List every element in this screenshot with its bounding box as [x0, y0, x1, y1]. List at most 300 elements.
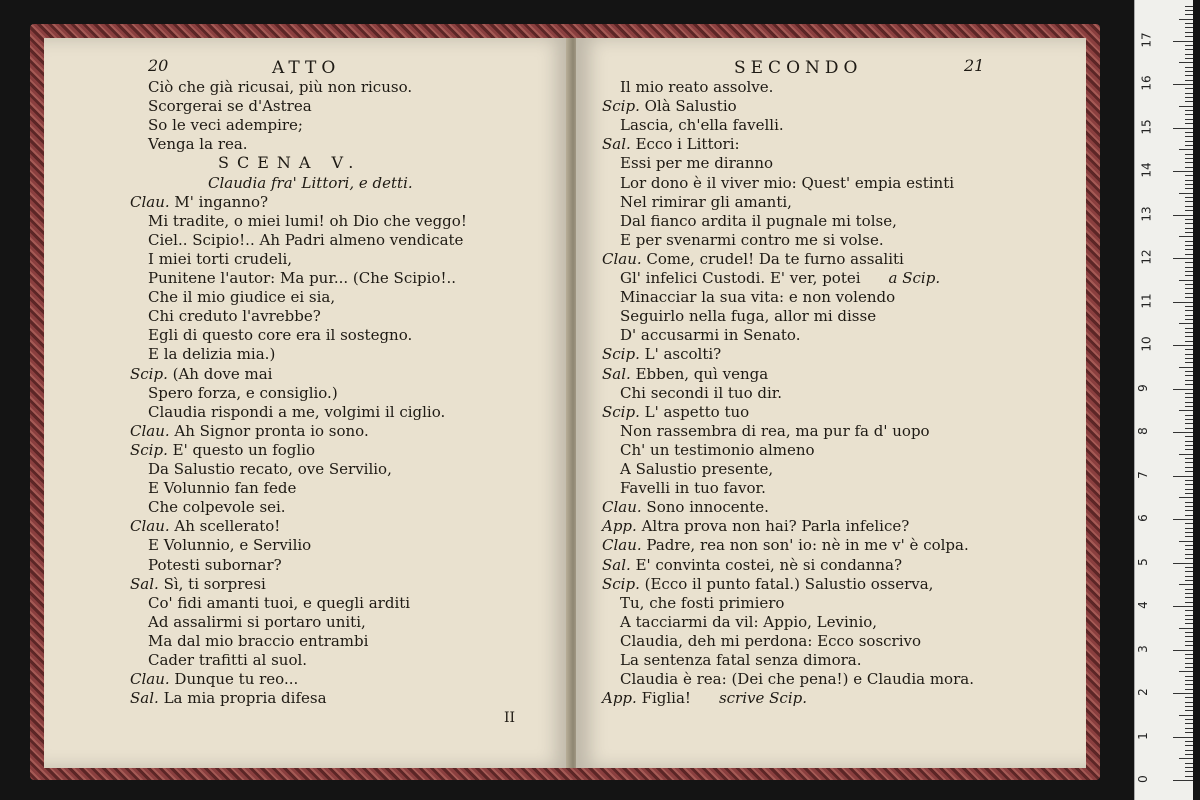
ruler-label: 5 [1135, 557, 1150, 566]
line-text: A tacciarmi da vil: Appio, Levinio, [620, 612, 878, 631]
speaker-name: Clau. [130, 670, 175, 689]
speaker-name: Scip. [130, 364, 173, 383]
text-line [148, 460, 392, 478]
line-text: Altra prova non hai? Parla infelice? [641, 517, 910, 536]
ruler-tick [1185, 332, 1193, 333]
ruler-tick [1185, 167, 1193, 168]
speaker-name: App. [602, 517, 642, 536]
ruler-tick [1185, 554, 1193, 555]
ruler-tick [1185, 406, 1193, 407]
ruler-label: 4 [1135, 601, 1150, 609]
ruler-tick [1185, 571, 1193, 572]
ruler-tick [1185, 558, 1193, 559]
ruler-tick [1185, 567, 1193, 568]
ruler-tick [1173, 215, 1193, 216]
line-text: Sono innocente. [646, 498, 769, 517]
ruler-tick [1185, 545, 1193, 546]
ruler-tick [1185, 228, 1193, 229]
ruler-tick [1185, 210, 1193, 211]
line-text: Dal fianco ardita il pugnale mi tolse, [620, 211, 897, 230]
ruler-tick [1185, 241, 1193, 242]
speaker-name: Sal. [602, 135, 636, 154]
ruler-tick [1173, 389, 1193, 390]
ruler-tick [1185, 101, 1193, 102]
ruler-tick [1185, 6, 1193, 7]
line-text: Mi tradite, o miei lumi! oh Dio che veggo! [148, 211, 467, 230]
ruler-tick [1185, 384, 1193, 385]
line-text: Chi secondi il tuo dir. [620, 383, 783, 402]
ruler-tick [1185, 58, 1193, 59]
ruler-tick [1185, 506, 1193, 507]
ruler-tick [1173, 302, 1193, 303]
ruler-tick [1185, 10, 1193, 11]
line-text: Ma dal mio braccio entrambi [148, 631, 369, 650]
ruler-tick [1185, 132, 1193, 133]
ruler-tick [1173, 606, 1193, 607]
line-text: E Volunnio, e Servilio [148, 536, 312, 555]
ruler-tick [1185, 67, 1193, 68]
ruler-tick [1179, 106, 1193, 107]
ruler-tick [1185, 71, 1193, 72]
text-line [130, 517, 280, 535]
text-line [148, 594, 410, 612]
text-line [148, 632, 368, 650]
ruler-tick [1185, 254, 1193, 255]
page-number-left: 20 [148, 56, 169, 75]
ruler-tick [1179, 367, 1193, 368]
speaker-name: Clau. [130, 192, 175, 211]
ruler-tick [1185, 458, 1193, 459]
ruler-tick [1185, 723, 1193, 724]
ruler-tick [1185, 188, 1193, 189]
line-text: Minacciar la sua vita: e non volendo [620, 288, 896, 307]
ruler-tick [1185, 645, 1193, 646]
line-text: Ah Signor pronta io sono. [174, 421, 369, 440]
ruler-tick [1185, 532, 1193, 533]
line-text: (Ecco il punto fatal.) Salustio osserva, [644, 574, 934, 593]
ruler-tick [1185, 14, 1193, 15]
ruler-tick [1185, 632, 1193, 633]
line-text: La sentenza fatal senza dimora. [620, 651, 862, 669]
right-page [576, 38, 1086, 768]
ruler-tick [1185, 515, 1193, 516]
text-line [620, 632, 921, 650]
ruler-tick [1173, 737, 1193, 738]
line-text: Che il mio giudice ei sia, [148, 288, 336, 307]
line-text: Claudia fra' Littori, e detti. [208, 173, 413, 192]
line-text: Chi creduto l'avrebbe? [148, 307, 321, 326]
ruler-label: 9 [1135, 383, 1150, 392]
text-line [208, 174, 413, 192]
ruler-tick [1185, 776, 1193, 777]
ruler-tick [1185, 145, 1193, 146]
ruler-tick [1185, 484, 1193, 485]
ruler-tick [1185, 728, 1193, 729]
speaker-name: Scip. [602, 345, 645, 364]
line-text: Sì, ti sorpresi [163, 574, 266, 593]
line-text: Ciel.. Scipio!.. Ah Padri almeno vendicate [148, 230, 464, 249]
line-text: Figlia! [641, 689, 691, 708]
ruler-tick [1185, 232, 1193, 233]
ruler-tick [1185, 245, 1193, 246]
text-line [620, 116, 784, 134]
text-line [620, 670, 974, 688]
text-line [130, 670, 298, 688]
ruler-tick [1173, 128, 1193, 129]
ruler-tick [1185, 119, 1193, 120]
ruler-tick [1173, 650, 1193, 651]
ruler-tick [1185, 110, 1193, 111]
line-text: Ah scellerato! [174, 517, 281, 536]
ruler-tick [1185, 597, 1193, 598]
line-text: I miei torti crudeli, [148, 249, 293, 268]
ruler-tick [1185, 306, 1193, 307]
line-text: E per svenarmi contro me si volse. [620, 230, 884, 249]
line-text: Dunque tu reo... [174, 670, 299, 689]
speaker-name: Scip. [602, 574, 645, 593]
ruler-tick [1185, 293, 1193, 294]
ruler-tick [1185, 393, 1193, 394]
ruler-tick [1185, 284, 1193, 285]
ruler-tick [1185, 223, 1193, 224]
ruler-tick [1185, 358, 1193, 359]
line-text: Ciò che già ricusai, più non ricuso. [148, 78, 413, 96]
line-text: E la delizia mia.) [148, 345, 276, 364]
ruler-tick [1185, 536, 1193, 537]
line-text: Seguirlo nella fuga, allor mi disse [620, 307, 877, 326]
speaker-name: Scip. [602, 97, 645, 116]
text-line [620, 441, 815, 459]
ruler-tick [1185, 201, 1193, 202]
ruler-tick [1185, 310, 1193, 311]
ruler-tick [1185, 593, 1193, 594]
line-text: Gl' infelici Custodi. E' ver, potei [620, 269, 861, 287]
text-line [148, 498, 286, 516]
ruler-tick [1185, 615, 1193, 616]
ruler-tick [1179, 584, 1193, 585]
ruler-tick [1185, 706, 1193, 707]
ruler-tick [1185, 623, 1193, 624]
ruler-tick [1185, 636, 1193, 637]
ruler-tick [1185, 45, 1193, 46]
ruler-label: 8 [1135, 427, 1150, 435]
ruler-tick [1185, 315, 1193, 316]
ruler-tick [1185, 602, 1193, 603]
ruler-tick [1179, 628, 1193, 629]
text-line [148, 556, 282, 574]
line-text: Spero forza, e consiglio.) [148, 383, 338, 402]
text-line [148, 613, 366, 631]
line-text: Il mio reato assolve. [620, 78, 774, 96]
ruler-tick [1185, 719, 1193, 720]
ruler-tick [1185, 610, 1193, 611]
ruler-tick [1185, 354, 1193, 355]
ruler-tick [1185, 197, 1193, 198]
line-text: Claudia, deh mi perdona: Ecco soscrivo [620, 631, 922, 650]
ruler-tick [1185, 689, 1193, 690]
line-text: Cader trafitti al suol. [148, 651, 308, 669]
ruler-tick [1185, 267, 1193, 268]
ruler-tick [1185, 489, 1193, 490]
ruler-tick [1185, 288, 1193, 289]
ruler-tick [1185, 528, 1193, 529]
text-line [130, 575, 266, 593]
line-text: M' inganno? [174, 192, 269, 211]
ruler-tick [1185, 663, 1193, 664]
ruler-tick [1185, 741, 1193, 742]
line-text: Punitene l'autor: Ma pur... (Che Scipio!.. [148, 269, 457, 287]
line-text: Padre, rea non son' io: nè in me v' è colpa. [646, 536, 969, 555]
ruler-tick [1185, 467, 1193, 468]
line-text: E Volunnio fan fede [148, 479, 297, 498]
line-text: Essi per me diranno [620, 154, 774, 173]
text-line [130, 422, 369, 440]
line-text: L' ascolti? [644, 345, 722, 364]
ruler-tick [1185, 123, 1193, 124]
ruler-tick [1185, 54, 1193, 55]
ruler-tick [1185, 654, 1193, 655]
ruler-tick [1185, 732, 1193, 733]
text-line [620, 174, 954, 192]
ruler-tick [1185, 158, 1193, 159]
speaker-name: Sal. [602, 364, 636, 383]
line-text: Co' fidi amanti tuoi, e quegli arditi [148, 593, 411, 612]
text-line [148, 135, 248, 153]
text-line [148, 212, 467, 230]
text-line [620, 613, 877, 631]
ruler-label: 0 [1135, 775, 1150, 783]
text-line [218, 154, 361, 172]
ruler-tick [1173, 84, 1193, 85]
line-text: Come, crudel! Da te furno assaliti [646, 249, 904, 268]
ruler-tick [1185, 93, 1193, 94]
ruler-tick [1185, 371, 1193, 372]
text-line [148, 116, 303, 134]
text-line [148, 231, 463, 249]
text-line [602, 556, 902, 574]
ruler-label: 14 [1139, 162, 1154, 178]
text-line [620, 460, 773, 478]
ruler-tick [1185, 589, 1193, 590]
speaker-name: App. [602, 689, 642, 708]
line-text: La mia propria difesa [163, 689, 327, 708]
line-text: Potesti subornar? [148, 555, 282, 574]
ruler-tick [1185, 375, 1193, 376]
ruler-tick [1185, 206, 1193, 207]
page-number-right: 21 [964, 56, 985, 75]
speaker-name: Scip. [130, 440, 173, 459]
text-line [148, 97, 312, 115]
line-text: Da Salustio recato, ove Servilio, [148, 460, 392, 478]
text-line [148, 403, 445, 421]
ruler-tick [1185, 402, 1193, 403]
ruler-tick [1173, 519, 1193, 520]
stage-aside: scrive Scip. [718, 689, 807, 708]
ruler-label: 17 [1139, 31, 1154, 48]
ruler-tick [1173, 432, 1193, 433]
left-page [44, 38, 570, 768]
ruler-tick [1173, 780, 1193, 781]
text-line [620, 154, 773, 172]
ruler-tick [1185, 763, 1193, 764]
ruler-label: 12 [1139, 249, 1154, 265]
speaker-name: Clau. [602, 249, 647, 268]
ruler-tick [1185, 80, 1193, 81]
ruler-tick [1173, 476, 1193, 477]
ruler-tick [1185, 767, 1193, 768]
ruler-tick [1185, 697, 1193, 698]
line-text: Lor dono è il viver mio: Quest' empia estinti [620, 173, 955, 192]
line-text: E' convinta costei, nè si condanna? [635, 555, 903, 574]
text-line [602, 498, 769, 516]
ruler-tick [1185, 219, 1193, 220]
line-text: Che colpevole sei. [148, 498, 286, 517]
text-line [148, 384, 338, 402]
line-text: SCENA V. [218, 153, 362, 173]
ruler-tick [1185, 49, 1193, 50]
ruler-tick [1185, 175, 1193, 176]
ruler-tick [1185, 32, 1193, 33]
text-line [620, 231, 884, 249]
speaker-name: Clau. [130, 517, 175, 536]
text-line [620, 193, 792, 211]
line-text: Favelli in tuo favor. [620, 479, 766, 498]
ruler-tick [1185, 702, 1193, 703]
ruler-tick [1185, 549, 1193, 550]
running-head-right: SECONDO [734, 58, 863, 78]
line-text: A Salustio presente, [620, 460, 774, 478]
ruler-tick [1185, 275, 1193, 276]
speaker-name: Clau. [130, 421, 175, 440]
ruler-label: 11 [1139, 292, 1154, 309]
text-line [148, 651, 307, 669]
line-text: Nel rimirar gli amanti, [620, 192, 792, 211]
line-text: D' accusarmi in Senato. [620, 326, 801, 345]
ruler-tick [1185, 419, 1193, 420]
text-line [148, 326, 412, 344]
ruler-tick [1185, 423, 1193, 424]
ruler-label: 2 [1135, 688, 1150, 696]
ruler-tick [1173, 563, 1193, 564]
ruler-tick [1179, 236, 1193, 237]
ruler-tick [1185, 297, 1193, 298]
ruler-label: 15 [1139, 118, 1154, 135]
line-text: (Ah dove mai [172, 364, 273, 383]
ruler-tick [1185, 684, 1193, 685]
ruler-tick [1185, 249, 1193, 250]
text-line [602, 575, 933, 593]
line-text: So le veci adempire; [148, 116, 303, 135]
line-text: Non rassembra di rea, ma pur fa d' uopo [620, 421, 930, 440]
ruler-tick [1185, 328, 1193, 329]
ruler-tick [1185, 471, 1193, 472]
line-text: L' aspetto tuo [644, 402, 750, 421]
text-line [148, 345, 275, 363]
ruler-tick [1179, 410, 1193, 411]
ruler-tick [1185, 114, 1193, 115]
ruler-tick [1185, 428, 1193, 429]
text-line [602, 250, 904, 268]
ruler-label: 13 [1139, 205, 1154, 222]
ruler-tick [1185, 445, 1193, 446]
ruler-tick [1185, 362, 1193, 363]
ruler-tick [1185, 619, 1193, 620]
ruler-tick [1185, 436, 1193, 437]
text-line [620, 78, 773, 96]
ruler-tick [1185, 580, 1193, 581]
text-line [620, 307, 876, 325]
text-line [130, 365, 272, 383]
line-text: Ch' un testimonio almeno [620, 440, 815, 459]
ruler-tick [1185, 154, 1193, 155]
speaker-name: Sal. [130, 574, 164, 593]
text-line [148, 479, 296, 497]
ruler-tick [1185, 184, 1193, 185]
speaker-name: Clau. [602, 536, 647, 555]
text-line [602, 536, 969, 554]
ruler-tick [1185, 710, 1193, 711]
text-line [620, 384, 782, 402]
ruler-tick [1185, 667, 1193, 668]
text-line [620, 594, 784, 612]
ruler-tick [1185, 462, 1193, 463]
text-line [148, 307, 321, 325]
text-line [148, 78, 412, 96]
line-text: Lascia, ch'ella favelli. [620, 116, 784, 135]
ruler-label: 6 [1135, 514, 1150, 522]
speaker-name: Scip. [602, 402, 645, 421]
text-line [130, 193, 268, 211]
text-line [148, 269, 456, 287]
ruler-tick [1179, 280, 1193, 281]
ruler-tick [1185, 88, 1193, 89]
ruler-tick [1185, 750, 1193, 751]
ruler-tick [1185, 27, 1193, 28]
text-line [602, 345, 721, 363]
ruler-tick [1185, 397, 1193, 398]
text-line [602, 403, 749, 421]
text-line [602, 365, 768, 383]
ruler-tick [1185, 23, 1193, 24]
text-line [130, 689, 327, 707]
line-text: Olà Salustio [644, 97, 737, 116]
ruler-tick [1185, 262, 1193, 263]
ruler-tick [1173, 693, 1193, 694]
ruler-tick [1179, 149, 1193, 150]
ruler-tick [1185, 380, 1193, 381]
text-line [602, 97, 737, 115]
ruler-tick [1185, 449, 1193, 450]
ruler-tick [1185, 676, 1193, 677]
line-text: Ebben, quì venga [635, 364, 769, 383]
signature-mark: II [504, 710, 516, 726]
ruler-tick [1173, 345, 1193, 346]
text-line [620, 479, 766, 497]
ruler-tick [1185, 441, 1193, 442]
ruler-tick [1179, 715, 1193, 716]
ruler-label: 3 [1135, 644, 1150, 653]
ruler-tick [1185, 341, 1193, 342]
line-text: E' questo un foglio [172, 440, 316, 459]
ruler-tick [1185, 502, 1193, 503]
line-text: Venga la rea. [148, 135, 248, 154]
ruler-tick [1179, 62, 1193, 63]
text-line [620, 269, 940, 287]
ruler-tick [1185, 97, 1193, 98]
text-line [620, 422, 930, 440]
ruler-tick [1185, 771, 1193, 772]
ruler-tick [1179, 19, 1193, 20]
